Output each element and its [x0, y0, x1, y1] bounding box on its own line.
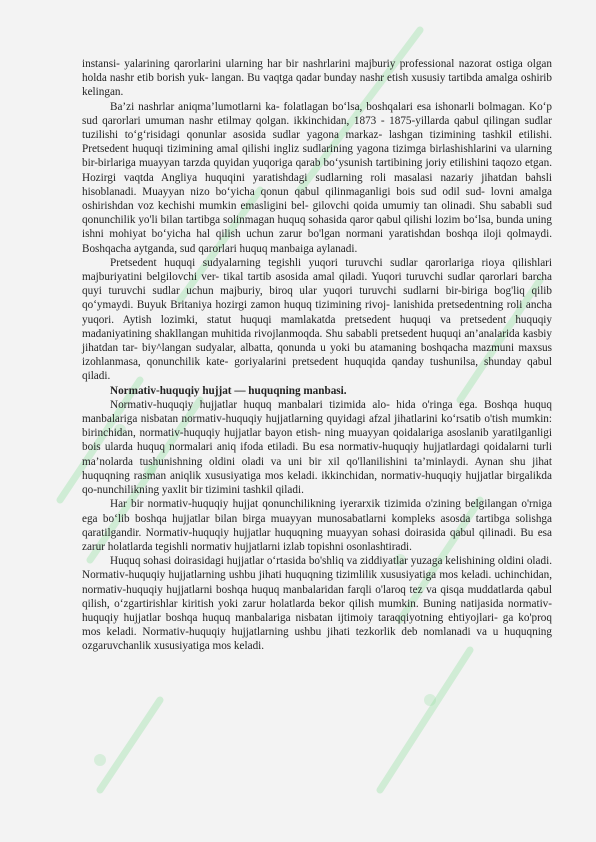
paragraph: Har bir normativ-huquqiy hujjat qonunchilikning iyerarxik tizimida o'zining belgilangan o'rniga ega bo‘lib boshqa hujjatlar bilan birga muayyan munosabatlarni kompleks asosda tartibga solishga qaratilgandir. Normativ-huquqiy hujjatlar huquqning muayyan sohasi doirasida qabul qilinadi. Bu esa zarur holatlarda tegishli normativ hujjatlarni izlab topishni osonlashtiradi.	[82, 498, 552, 553]
document-body	[82, 57, 552, 654]
paragraph: Ba’zi nashrlar aniqma’lumotlarni ka- folatlagan bo‘lsa, boshqalari esa ishonarli bolmagan. Ko‘p sud qarorlari umuman nashr etilmay qolgan. ikkinchidan, 1873 - 1875-yillarda qabul qilingan sudlar tuzilishi to‘g‘risidagi qonunlar asosida sudlar yagona markaz- lashgan tizimining tashkil etilishi. Pretsedent huquqi tizimining amal qilishi ingliz sudlarining yagona tizimga birlashishlarini va ularning bir-birlariga muayyan tarzda quyidan yuqoriga qarab bo‘ysunish tartibining joriy etilishini taqozo etgan. Hozirgi vaqtda Angliya huquqini yaratishdagi sudlarning roli masalasi nazariy jihatdan bahsli hisoblanadi. Muayyan nizo bo‘yicha qonun qabul qilinmaganligi bois sud odil sud- lovni amalga oshirishdan voz kechishi mumkin emasligini bel- gilovchi qoida umumiy tan olinadi. Shu sababli sud qonunchilik yo'li bilan tartibga solinmagan huquq sohasida qaror qabul qilishi lozim bo‘lsa, bunda uning ishni mohiyat bo‘yicha hal qilish uchun zarur bo'lgan normani yaratishdan boshqa iloji qolmaydi. Boshqacha aytganda, sud qarorlari huquq manbaiga aylanadi.	[82, 100, 552, 255]
paragraph: Normativ-huquqiy hujjatlar huquq manbalari tizimida alo- hida o'ringa ega. Boshqa huquq manbalariga nisbatan normativ-huquqiy hujjatlarning quyidagi afzal jihatlarini ko‘rsatib o'tish mumkin: birinchidan, normativ-huquqiy hujjatlar bayon etish- ning muayyan qoidalariga asoslanib yaratilganligi bois ularda huquq normalari aniq ifoda etiladi. Bu esa normativ-huquqiy hujjatlardagi qoidalarni turli ma’nolarda tushunishning oldini oladi va uni bir xil qo'llanilishini ta’minlaydi. Aynan shu jihat huquqning rasman aniqlik xususiyatiga mos keladi. ikkinchidan, normativ-huquqiy hujjatlar birgalikda qo-nunchilikning yaxlit bir tizimini tashkil qiladi.	[82, 398, 552, 497]
paragraph: Pretsedent huquqi sudyalarning tegishli yuqori turuvchi sudlar qarorlariga rioya qilishlari majburiyatini belgilovchi ver- tikal tartib asosida amal qiladi. Yuqori turuvchi sudlar qarorlari barcha quyi turuvchi sudlar uchun majburiy, biroq ular yuqori turuvchi sudlarni bir-biriga bog'liq qilib qo‘ymaydi. Buyuk Britaniya hozirgi zamon huquq tizimining rivoj- lanishida pretsedentning roli ancha yuqori. Aytish lozimki, statut huquqi mamlakatda pretsedent huquqi va pretsedent huquqiy madaniyatining shakllangan muhitida rivojlanmoqda. Shu sababli pretsedent huquqi an’analarida kasbiy jihatdan tar- biy^langan sudyalar, albatta, qonunda u yoki bu atamaning boshqacha mazmuni maxsus izohlanmasa, qonunchilik kate- goriyalarini pretsedent huquqida qanday tushunilsa, shunday qabul qiladi.	[82, 256, 552, 383]
paragraph: Huquq sohasi doirasidagi hujjatlar o‘rtasida bo'shliq va ziddiyatlar yuzaga kelishining oldini oladi. Normativ-huquqiy hujjatlarning ushbu jihati huquqning tizimlilik xususiyatiga mos keladi. uchinchidan, normativ-huquqiy hujjatlarni boshqa huquq manbalaridan farqli o'laroq tez va qisqa muddatlarda qabul qilish, o‘zgartirishlar kiritish yoki zarur holatlarda bekor qilish mumkin. Buning natijasida normativ-huquqiy hujjatlar boshqa huquq manbalariga nisbatan ijtimoiy taraqqiyotning ehtiyojlari- ga ko'proq mos keladi. Normativ-huquqiy hujjatlarning ushbu jihati tezkorlik deb nomlanadi va u huquqning ozgaruvchanlik xususiyatiga mos keladi.	[82, 555, 552, 653]
paragraph: instansi- yalarining qarorlarini ularning har bir nashrlarini majburiy professional nazorat ostiga olgan holda nashr etib borish yuk- langan. Bu vaqtga qadar bunday nashr etish xususiy tartibda amalga oshirib kelingan.	[82, 58, 552, 99]
section-heading: Normativ-huquqiy hujjat — huquqning manbasi.	[110, 384, 347, 397]
